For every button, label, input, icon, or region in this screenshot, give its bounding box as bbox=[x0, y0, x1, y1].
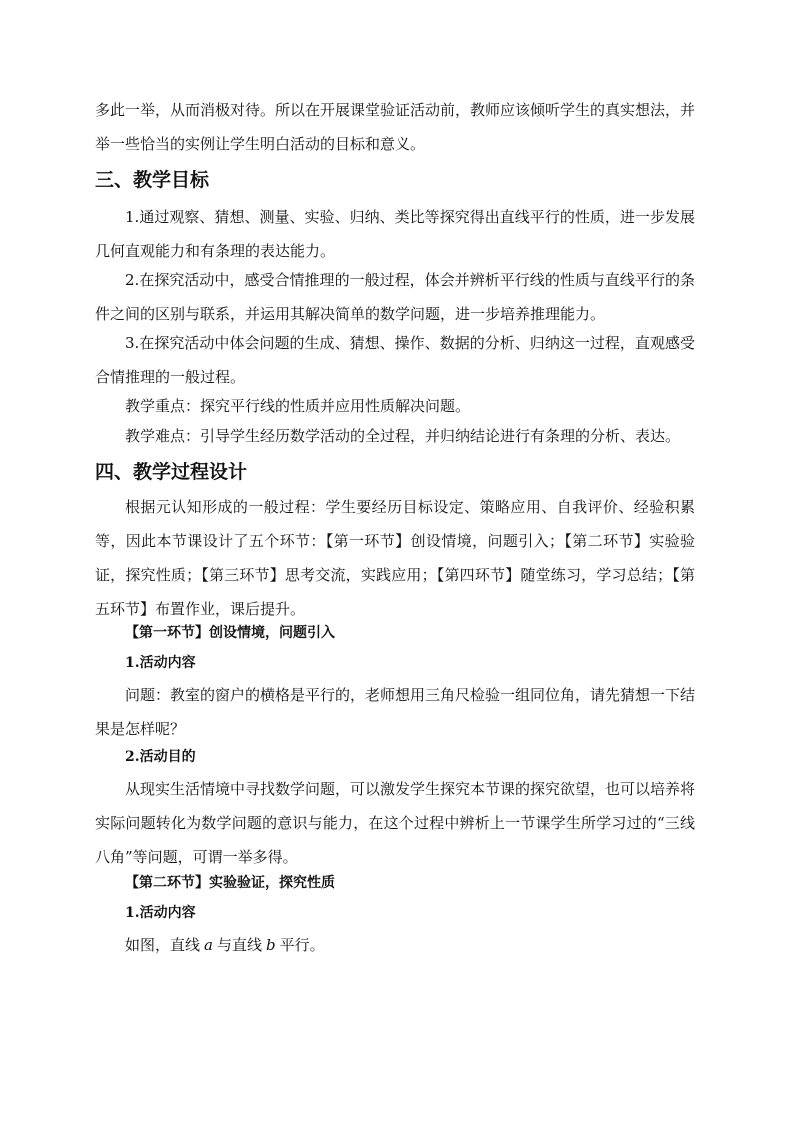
section-heading-teaching-goals: 三、教学目标 bbox=[95, 169, 210, 191]
key-point: 教学重点：探究平行线的性质并应用性质解决问题。 bbox=[125, 397, 471, 415]
variable-b: b bbox=[265, 936, 276, 954]
stage-2-title: 【第二环节】实验验证，探究性质 bbox=[125, 875, 335, 891]
variable-a: a bbox=[204, 936, 213, 954]
process-intro: 根据元认知形成的一般过程：学生要经历目标设定、策略应用、自我评价、经验积累等，因此本节课设计了五个环节：【第一环节】创设情境，问题引入；【第二环节】实验验证，探究性质；【第三环节】思考交流，实践应用；【第四环节】随堂练习，学习总结；【第五环节】布置作业，课后提升。 bbox=[95, 498, 695, 618]
stage-2-text-2: 与直线 bbox=[216, 936, 262, 954]
stage-2-text-1: 如图，直线 bbox=[125, 936, 201, 954]
goal-item-1: 1.通过观察、猜想、测量、实验、归纳、类比等探究得出直线平行的性质，进一步发展几何直观能力和有条理的表达能力。 bbox=[95, 208, 695, 260]
stage-2-text-3: 平行。 bbox=[279, 936, 325, 954]
stage-1-title: 【第一环节】创设情境，问题引入 bbox=[125, 625, 335, 641]
difficulty-point: 教学难点：引导学生经历数学活动的全过程，并归纳结论进行有条理的分析、表达。 bbox=[125, 427, 681, 445]
stage-1-purpose-label: 2.活动目的 bbox=[125, 749, 196, 765]
stage-1-content: 问题：教室的窗户的横格是平行的，老师想用三角尺检验一组同位角，请先猜想一下结果是怎样呢？ bbox=[95, 686, 696, 738]
goal-item-2: 2.在探究活动中，感受合情推理的一般过程，体会并辨析平行线的性质与直线平行的条件之间的区别与联系，并运用其解决简单的数学问题，进一步培养推理能力。 bbox=[95, 271, 695, 323]
stage-1-purpose: 从现实生活情境中寻找数学问题，可以激发学生探究本节课的探究欲望，也可以培养将实际问题转化为数学问题的意识与能力，在这个过程中辨析上一节课学生所学习过的“三线八角”等问题，可谓一举多得。 bbox=[95, 780, 696, 866]
stage-2-content-label: 1.活动内容 bbox=[125, 905, 196, 921]
stage-1-content-label: 1.活动内容 bbox=[125, 655, 196, 671]
section-heading-process-design: 四、教学过程设计 bbox=[95, 461, 248, 483]
goal-item-3: 3.在探究活动中体会问题的生成、猜想、操作、数据的分析、归纳这一过程，直观感受合情推理的一般过程。 bbox=[95, 334, 695, 386]
stage-2-content bbox=[95, 928, 695, 962]
continued-paragraph: 多此一举，从而消极对待。所以在开展课堂验证活动前，教师应该倾听学生的真实想法，并举一些恰当的实例让学生明白活动的目标和意义。 bbox=[95, 101, 696, 153]
